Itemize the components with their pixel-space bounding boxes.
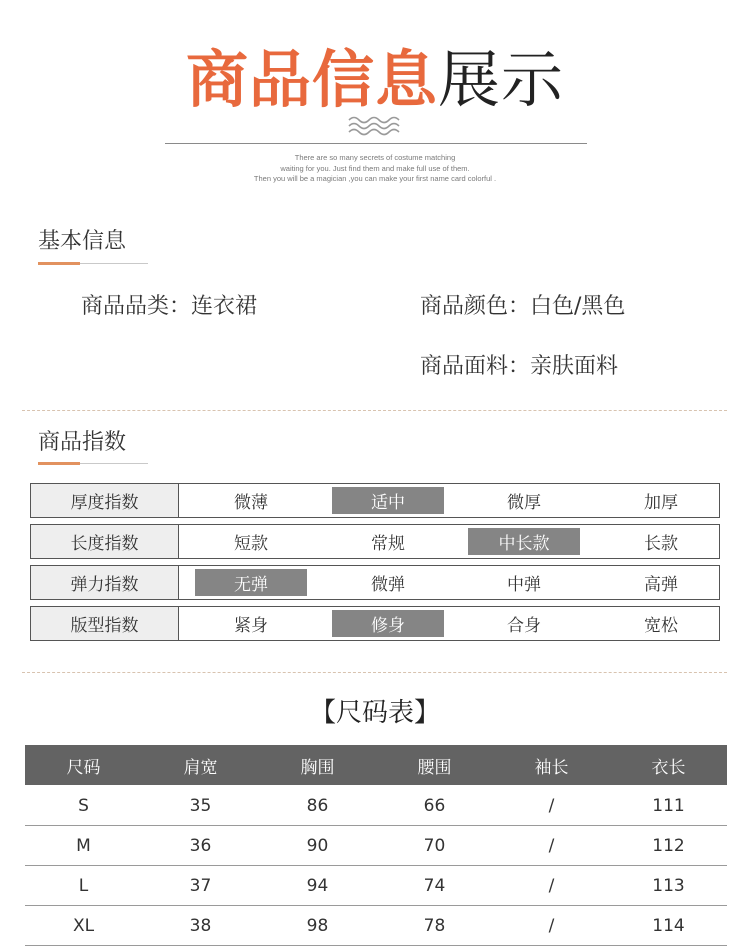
tagline [0, 153, 750, 185]
index-option: 高弹 [644, 575, 678, 595]
tagline-line-2: waiting for you. Just find them and make full use of them. [280, 163, 470, 173]
index-option: 宽松 [644, 616, 678, 636]
table-cell: 112 [652, 835, 685, 856]
section-divider [22, 410, 727, 411]
header-divider [165, 143, 587, 144]
index-row [30, 606, 720, 641]
table-cell: 66 [423, 795, 446, 816]
table-cell: / [548, 835, 555, 856]
header-cell: 衣长 [651, 757, 686, 778]
index-option-selected: 适中 [332, 487, 444, 514]
index-option: 短款 [234, 534, 268, 554]
table-cell: 114 [652, 915, 685, 936]
index-option: 加厚 [644, 493, 678, 513]
tagline-line-3: Then you will be a magician ,you can make your first name card colorful . [253, 174, 497, 183]
title-accent: 商品信息 [185, 43, 438, 116]
index-options [179, 607, 719, 640]
index-underline [38, 463, 148, 464]
color-text: 商品颜色：白色/黑色 [420, 294, 626, 319]
table-cell: 74 [423, 875, 446, 896]
table-cell: S [78, 795, 89, 816]
size-table-title: 【尺码表】 [309, 698, 440, 728]
category-text: 商品品类：连衣裙 [81, 294, 258, 319]
header-cell: 袖长 [534, 757, 569, 778]
header-cell: 尺码 [66, 757, 101, 778]
table-cell: XL [72, 915, 95, 936]
table-cell: 98 [306, 915, 329, 936]
size-table-header [25, 745, 727, 785]
table-cell: 37 [189, 875, 212, 896]
index-option-selected: 中长款 [468, 528, 580, 555]
table-row [25, 786, 727, 826]
index-row-label: 弹力指数 [31, 566, 179, 599]
index-row-label: 厚度指数 [31, 484, 179, 517]
basic-info-underline [38, 263, 148, 264]
wave-ornament-icon [345, 112, 405, 140]
table-cell: L [78, 875, 89, 896]
index-option-selected: 无弹 [195, 569, 307, 596]
basic-info-heading: 基本信息 [38, 229, 127, 254]
index-option: 中弹 [507, 575, 541, 595]
table-cell: / [548, 875, 555, 896]
index-row-label: 长度指数 [31, 525, 179, 558]
index-option: 合身 [507, 616, 541, 636]
index-heading: 商品指数 [38, 430, 127, 455]
header-cell: 肩宽 [183, 757, 218, 778]
table-cell: 36 [189, 835, 212, 856]
table-cell: 35 [189, 795, 212, 816]
table-cell: 86 [306, 795, 329, 816]
header-cell: 腰围 [417, 757, 452, 778]
tagline-line-1: There are so many secrets of costume matching [294, 153, 456, 162]
table-row [25, 866, 727, 906]
index-options [179, 566, 719, 599]
header-cell: 胸围 [300, 757, 335, 778]
index-option: 微厚 [507, 493, 541, 513]
index-option: 微弹 [371, 575, 405, 595]
table-row [25, 826, 727, 866]
section-divider [22, 672, 727, 673]
index-option: 长款 [644, 534, 678, 554]
table-cell: 70 [423, 835, 446, 856]
index-option: 常规 [371, 534, 405, 554]
index-option-selected: 修身 [332, 610, 444, 637]
table-row [25, 906, 727, 946]
table-cell: / [548, 795, 555, 816]
index-row [30, 483, 720, 518]
fabric-text: 商品面料：亲肤面料 [420, 354, 619, 379]
index-option: 紧身 [234, 616, 268, 636]
table-cell: 90 [306, 835, 329, 856]
table-cell: 94 [306, 875, 329, 896]
table-cell: 113 [652, 875, 685, 896]
table-cell: 78 [423, 915, 446, 936]
table-cell: / [548, 915, 555, 936]
table-cell: 111 [652, 795, 685, 816]
index-row-label: 版型指数 [31, 607, 179, 640]
index-options [179, 484, 719, 517]
title-rest: 展示 [438, 43, 565, 116]
index-row [30, 524, 720, 559]
table-cell: M [76, 835, 91, 856]
table-cell: 38 [189, 915, 212, 936]
index-options [179, 525, 719, 558]
index-option: 微薄 [234, 493, 268, 513]
page-title [0, 40, 750, 120]
index-row [30, 565, 720, 600]
